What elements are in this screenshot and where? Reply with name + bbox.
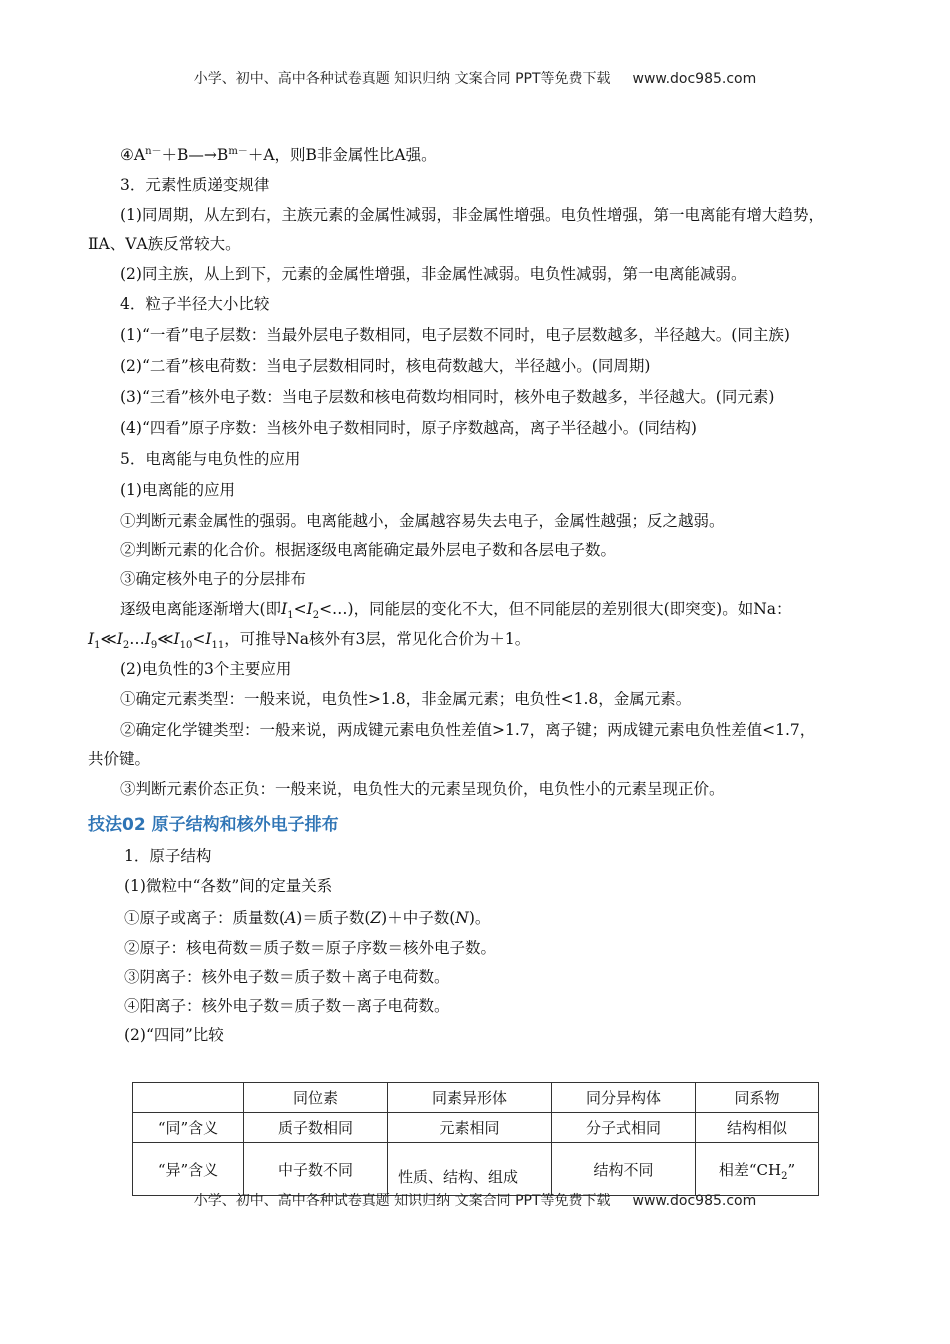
four-same-table: [132, 1082, 819, 1196]
table-cell: 分子式相同: [552, 1113, 696, 1143]
table-cell: “同”含义: [133, 1113, 244, 1143]
header-text: 小学、初中、高中各种试卷真题 知识归纳 文案合同 PPT等免费下载: [193, 71, 611, 87]
table-cell: 结构不同: [552, 1143, 696, 1196]
relation-1: ①原子或离子：质量数(A)＝质子数(Z)＋中子数(N)。: [124, 909, 491, 927]
heading-4: 4．粒子半径大小比较: [120, 295, 270, 313]
table-row: [133, 1143, 819, 1196]
radius-rule-1: (1)“一看”电子层数：当最外层电子数相同，电子层数不同时，电子层数越多，半径越大。(同主族): [120, 326, 790, 344]
radius-rule-4: (4)“四看”原子序数：当核外电子数相同时，原子序数越高，离子半径越小。(同结构): [120, 419, 697, 437]
table-header: 同素异形体: [388, 1083, 552, 1113]
footer-text: 小学、初中、高中各种试卷真题 知识归纳 文案合同 PPT等免费下载: [193, 1193, 611, 1209]
table-header: 同位素: [244, 1083, 388, 1113]
ionization-4-line2: $I_1≪I_2\dots I_9≪I_{10}<I_{11}$，可推导Na核外有3层，常见化合价为＋1。: [88, 630, 531, 652]
ionization-title: (1)电离能的应用: [120, 481, 235, 499]
heading-5: 5．电离能与电负性的应用: [120, 450, 301, 468]
table-header: 同系物: [696, 1083, 819, 1113]
relation-4: ④阳离子：核外电子数＝质子数－离子电荷数。: [124, 997, 450, 1015]
four-same-title: (2)“四同”比较: [124, 1026, 224, 1044]
electronegativity-2-line1: ②确定化学键类型：一般来说，两成键元素电负性差值>1.7，离子键；两成键元素电负性差值<1.7，: [120, 721, 816, 739]
footer-url[interactable]: www.doc985.com: [632, 1193, 757, 1209]
heading-3: 3．元素性质递变规律: [120, 176, 270, 194]
group-rule: (2)同主族，从上到下，元素的金属性增强，非金属性减弱。电负性减弱，第一电离能减弱。: [120, 265, 747, 283]
electronegativity-title: (2)电负性的3个主要应用: [120, 660, 292, 678]
radius-rule-2: (2)“二看”核电荷数：当电子层数相同时，核电荷数越大，半径越小。(同周期): [120, 357, 651, 375]
period-rule-line1: (1)同周期，从左到右，主族元素的金属性减弱，非金属性增强。电负性增强，第一电离能有增大趋势，: [120, 206, 824, 224]
period-rule-line2: ⅡA、ⅤA族反常较大。: [88, 235, 241, 253]
table-cell: 中子数不同: [244, 1143, 388, 1196]
radius-rule-3: (3)“三看”核外电子数：当电子层数和核电荷数均相同时，核外电子数越多，半径越大。(同元素): [120, 388, 775, 406]
table-cell: “异”含义: [133, 1143, 244, 1196]
electronegativity-3: ③判断元素价态正负：一般来说，电负性大的元素呈现负价，电负性小的元素呈现正价。: [120, 780, 725, 798]
electronegativity-2-line2: 共价键。: [88, 750, 151, 768]
header-url[interactable]: www.doc985.com: [632, 71, 757, 87]
reaction-line: $④A^{n-}+B—\to B^{m-}+A$，则B非金属性比A强。: [120, 145, 437, 164]
table-cell: 结构相似: [696, 1113, 819, 1143]
ionization-1: ①判断元素金属性的强弱。电离能越小，金属越容易失去电子，金属性越强；反之越弱。: [120, 512, 725, 530]
relation-3: ③阴离子：核外电子数＝质子数＋离子电荷数。: [124, 968, 450, 986]
table-cell: 相差“$CH_2$”: [696, 1143, 819, 1196]
table-row: [133, 1083, 819, 1113]
electronegativity-1: ①确定元素类型：一般来说，电负性>1.8，非金属元素；电负性<1.8，金属元素。: [120, 690, 692, 708]
atom-structure-title: 1．原子结构: [124, 847, 212, 865]
table-row: [133, 1113, 819, 1143]
ionization-3: ③确定核外电子的分层排布: [120, 570, 307, 588]
section-heading: 技法02 原子结构和核外电子排布: [88, 815, 339, 835]
table-cell: [133, 1083, 244, 1113]
table-header: 同分异构体: [552, 1083, 696, 1113]
page-footer: [0, 1190, 950, 1210]
table-cell: 质子数相同: [244, 1113, 388, 1143]
table-cell: 性质、结构、组成: [388, 1143, 552, 1196]
ionization-2: ②判断元素的化合价。根据逐级电离能确定最外层电子数和各层电子数。: [120, 541, 617, 559]
page-header: [0, 68, 950, 88]
quant-relations-title: (1)微粒中“各数”间的定量关系: [124, 877, 333, 895]
relation-2: ②原子：核电荷数＝质子数＝原子序数＝核外电子数。: [124, 939, 497, 957]
ionization-4-line1: 逐级电离能逐渐增大(即$I_1<I_2<\dots$)，同能层的变化不大，但不同能层的差别很大(即突变)。如Na：: [120, 600, 792, 622]
table-cell: 元素相同: [388, 1113, 552, 1143]
